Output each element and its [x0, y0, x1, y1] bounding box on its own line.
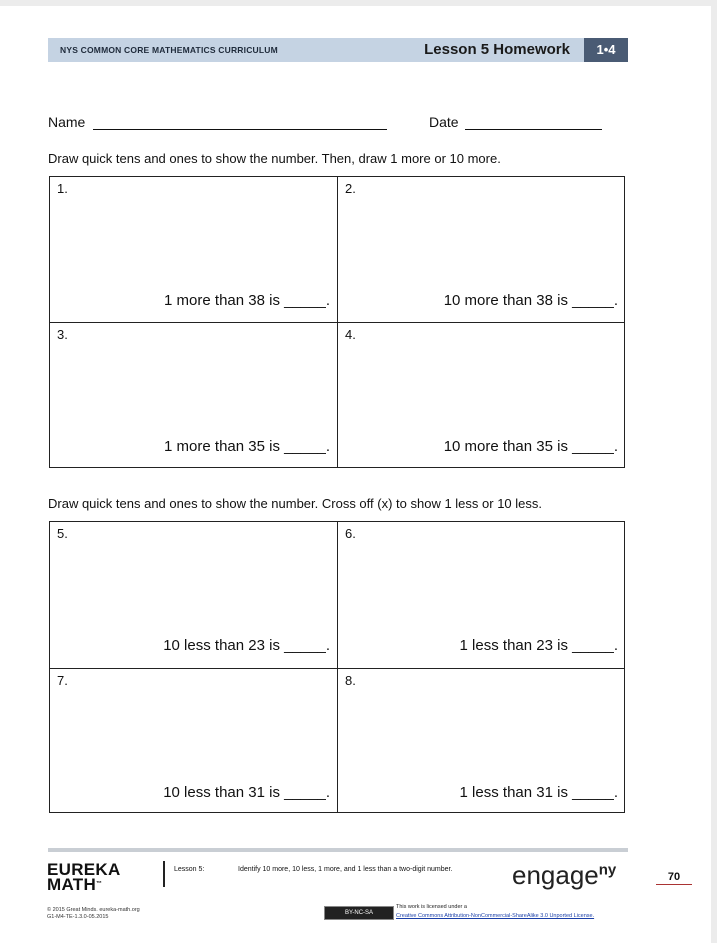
problem-prompt: 10 more than 35 is _____. [443, 438, 618, 455]
problem-prompt: 1 more than 35 is _____. [164, 438, 330, 455]
problem-cell[interactable] [338, 323, 626, 469]
document-code: G1-M4-TE-1.3.0-05.2015 [47, 914, 109, 920]
logo-line2: MATH [47, 875, 97, 894]
problem-number: 8. [345, 673, 356, 688]
problem-cell[interactable] [50, 522, 338, 668]
section2-grid [49, 521, 625, 813]
logo-line1: EUREKA [47, 860, 121, 879]
name-field[interactable] [93, 129, 387, 130]
problem-number: 1. [57, 181, 68, 196]
section1-grid [49, 176, 625, 468]
footer-lesson-description: Identify 10 more, 10 less, 1 more, and 1 less than a two-digit number. [238, 866, 453, 873]
date-label: Date [429, 114, 459, 130]
right-edge-strip [711, 0, 717, 943]
problem-cell[interactable] [338, 669, 626, 815]
problem-number: 2. [345, 181, 356, 196]
engageny-logo [512, 860, 616, 891]
curriculum-title: NYS COMMON CORE MATHEMATICS CURRICULUM [60, 45, 278, 55]
problem-cell[interactable] [50, 177, 338, 323]
problem-number: 5. [57, 526, 68, 541]
top-edge-strip [0, 0, 717, 6]
problem-prompt: 1 more than 38 is _____. [164, 292, 330, 309]
problem-cell[interactable] [338, 177, 626, 323]
page-header [48, 38, 628, 62]
creative-commons-badge: BY-NC-SA [324, 906, 394, 920]
license-link[interactable]: Creative Commons Attribution-NonCommercial-ShareAlike 3.0 Unported License. [396, 913, 595, 919]
brand-text: engage [512, 860, 599, 890]
problem-number: 4. [345, 327, 356, 342]
lesson-title: Lesson 5 Homework [424, 41, 570, 58]
problem-cell[interactable] [338, 522, 626, 668]
problem-prompt: 1 less than 23 is _____. [459, 637, 618, 654]
eureka-math-logo [47, 862, 121, 892]
section2-instruction: Draw quick tens and ones to show the number. Cross off (x) to show 1 less or 10 less. [48, 496, 542, 511]
problem-number: 3. [57, 327, 68, 342]
copyright-text: © 2015 Great Minds. eureka-math.org [47, 907, 140, 913]
logo-trademark: ™ [96, 881, 103, 887]
problem-prompt: 10 less than 31 is _____. [163, 784, 330, 801]
problem-number: 6. [345, 526, 356, 541]
footer-lesson-label: Lesson 5: [174, 866, 205, 873]
brand-sup: ny [598, 861, 617, 879]
license-text: This work is licensed under a [396, 904, 467, 910]
date-field[interactable] [465, 129, 602, 130]
problem-prompt: 10 more than 38 is _____. [443, 292, 618, 309]
footer-rule [48, 848, 628, 852]
section1-instruction: Draw quick tens and ones to show the number. Then, draw 1 more or 10 more. [48, 151, 501, 166]
problem-prompt: 1 less than 31 is _____. [459, 784, 618, 801]
page-number: 70 [656, 871, 692, 885]
problem-prompt: 10 less than 23 is _____. [163, 637, 330, 654]
name-label: Name [48, 114, 86, 130]
footer-divider [163, 861, 165, 887]
problem-number: 7. [57, 673, 68, 688]
problem-cell[interactable] [50, 323, 338, 469]
module-code-badge: 1•4 [584, 38, 628, 62]
problem-cell[interactable] [50, 669, 338, 815]
